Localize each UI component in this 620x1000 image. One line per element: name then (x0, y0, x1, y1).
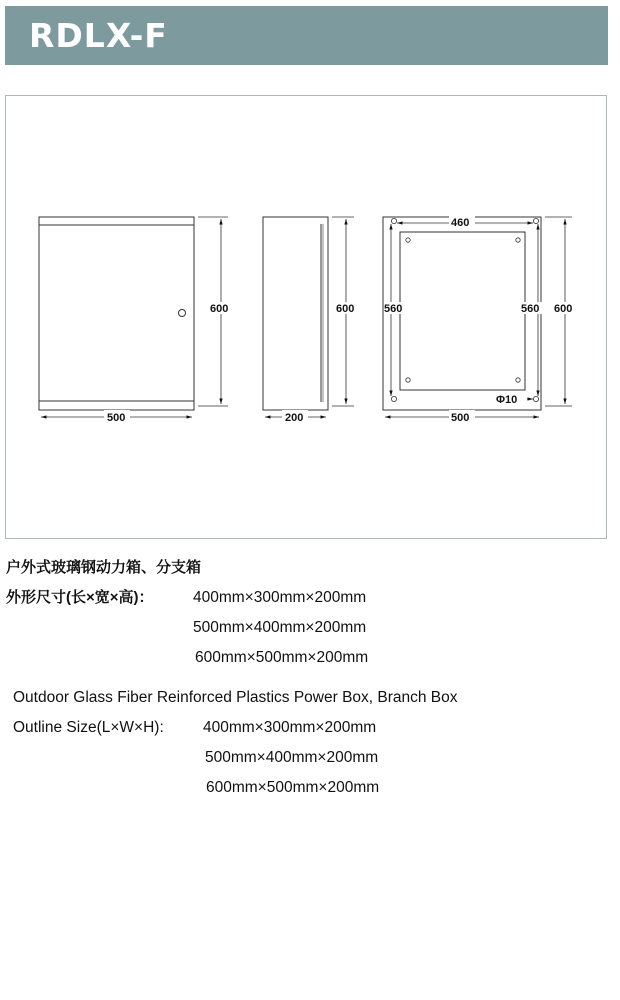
en-size-label: Outline Size(L×W×H): (13, 719, 164, 736)
cn-product-name: 户外式玻璃钢动力箱、分支箱 (6, 559, 202, 576)
side-height-label: 600 (336, 303, 355, 315)
back-right-height-label: 560 (521, 303, 540, 315)
en-product-name: Outdoor Glass Fiber Reinforced Plastics Power Box, Branch Box (13, 689, 458, 706)
page-title: RDLX-F (29, 16, 168, 55)
back-view (383, 216, 579, 424)
cn-size-3: 600mm×500mm×200mm (195, 649, 369, 666)
en-size-3: 600mm×500mm×200mm (206, 779, 380, 796)
mount-hole-icon (533, 396, 538, 401)
front-cabinet-body (39, 217, 194, 410)
side-cabinet-body (263, 217, 328, 410)
door-lock-icon (179, 310, 186, 317)
cn-size-2: 500mm×400mm×200mm (193, 619, 367, 636)
back-mounting-plate (400, 232, 525, 390)
mount-hole-icon (391, 218, 396, 223)
en-size-1: 400mm×300mm×200mm (203, 719, 377, 736)
drawing-canvas (6, 96, 608, 540)
back-cabinet-outer (383, 217, 541, 410)
side-view (263, 217, 360, 424)
cn-size-1: 400mm×300mm×200mm (193, 589, 367, 606)
technical-drawing (5, 95, 607, 539)
front-width-label: 500 (107, 412, 126, 424)
plate-hole-icon (406, 238, 410, 242)
plate-hole-icon (406, 378, 410, 382)
back-outer-width-label: 500 (451, 412, 470, 424)
cn-size-label: 外形尺寸(长×宽×高)： (6, 589, 154, 606)
title-bar (5, 6, 608, 65)
mount-hole-icon (533, 218, 538, 223)
side-depth-label: 200 (285, 412, 304, 424)
en-size-2: 500mm×400mm×200mm (205, 749, 379, 766)
plate-hole-icon (516, 238, 520, 242)
back-inner-width-label: 460 (451, 217, 470, 229)
plate-hole-icon (516, 378, 520, 382)
front-height-label: 600 (210, 303, 229, 315)
back-outer-height-label: 600 (554, 303, 573, 315)
hole-diameter-label: Φ10 (496, 394, 518, 406)
back-left-height-label: 560 (384, 303, 403, 315)
mount-hole-icon (391, 396, 396, 401)
front-view (39, 217, 235, 424)
